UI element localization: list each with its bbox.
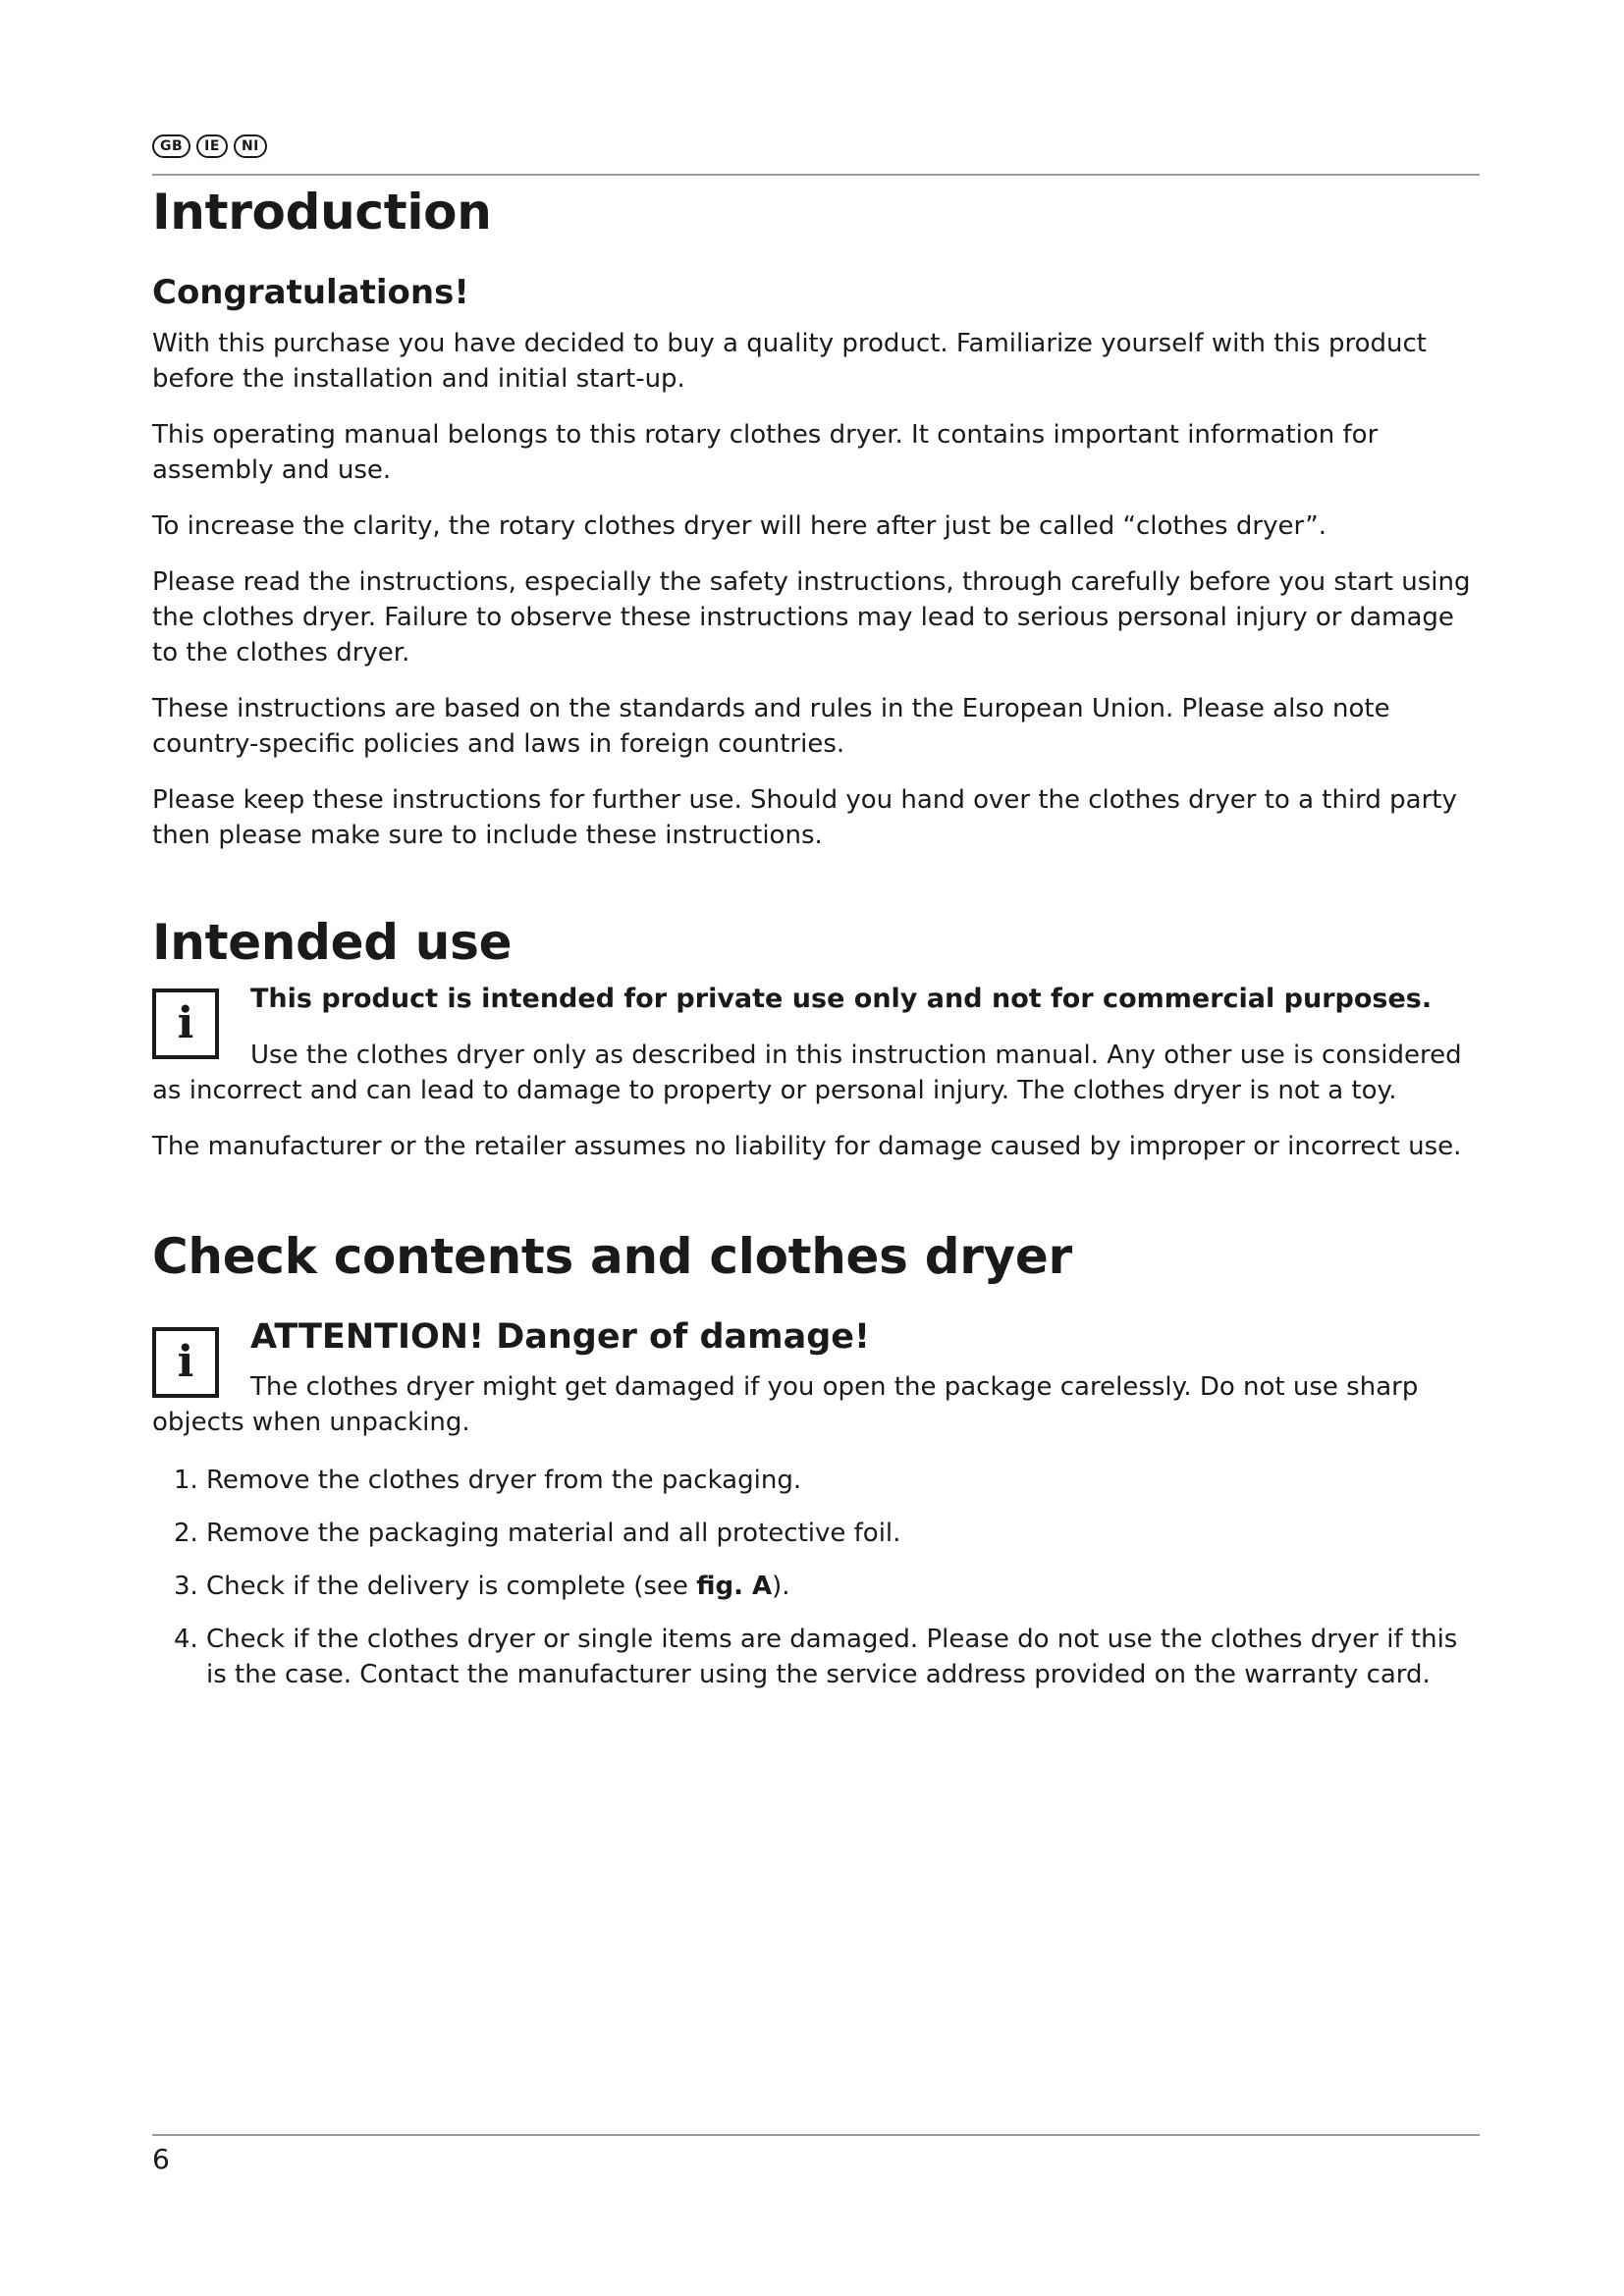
intro-paragraph: This operating manual belongs to this rotary clothes dryer. It contains important information for assembly and use. <box>152 420 1379 485</box>
header-divider <box>152 174 1480 176</box>
intended-use-text: Use the clothes dryer only as described in this instruction manual. Any other use is considered as incorrect and can lead to damage to property or personal injury. The clothes dryer is not a toy. <box>152 1041 1462 1105</box>
list-item <box>152 1516 1480 1551</box>
intro-paragraph: Please keep these instructions for further use. Should you hand over the clothes dryer to a third party then please make sure to include these instructions. <box>152 785 1457 850</box>
figure-reference: fig. A <box>696 1572 773 1601</box>
introduction-heading: Introduction <box>152 184 492 240</box>
info-icon: i <box>152 1327 219 1398</box>
step-text: ). <box>772 1572 790 1601</box>
info-icon: i <box>152 988 219 1059</box>
step-text: Remove the clothes dryer from the packaging. <box>206 1466 802 1495</box>
intro-paragraph: Please read the instructions, especially the safety instructions, through carefully before you start using the clothes dryer. Failure to observe these instructions may lead to serious personal injury or damage to the clothes dryer. <box>152 567 1471 667</box>
list-item <box>152 1622 1480 1692</box>
step-number: 2. <box>174 1519 198 1548</box>
congratulations-subheading: Congratulations! <box>152 273 469 312</box>
step-text: Remove the packaging material and all protective foil. <box>206 1519 901 1548</box>
page-number: 6 <box>152 2143 170 2175</box>
step-number: 1. <box>174 1466 198 1495</box>
language-badge-gb: GB <box>152 134 190 158</box>
step-text: Check if the delivery is complete (see <box>206 1572 697 1601</box>
attention-heading: ATTENTION! Danger of damage! <box>250 1317 871 1357</box>
language-badge-ie: IE <box>196 134 228 158</box>
liability-text: The manufacturer or the retailer assumes no liability for damage caused by improper or incorrect use. <box>152 1132 1462 1161</box>
unpacking-steps <box>152 1463 1480 1710</box>
intro-paragraph: With this purchase you have decided to buy a quality product. Familiarize yourself with this product before the installation and initial start-up. <box>152 329 1427 394</box>
manual-page <box>152 0 1480 2296</box>
footer-divider <box>152 2134 1480 2136</box>
attention-text: The clothes dryer might get damaged if you open the package carelessly. Do not use sharp objects when unpacking. <box>152 1372 1419 1437</box>
intro-paragraph: To increase the clarity, the rotary clothes dryer will here after just be called “clothes dryer”. <box>152 511 1326 541</box>
language-badges <box>152 134 267 158</box>
step-number: 4. <box>174 1625 198 1654</box>
intended-use-notice: This product is intended for private use only and not for commercial purposes. <box>250 984 1433 1014</box>
language-badge-ni: NI <box>234 134 267 158</box>
intro-paragraph: These instructions are based on the standards and rules in the European Union. Please also note country-specific policies and laws in foreign countries. <box>152 694 1390 759</box>
step-number: 3. <box>174 1572 198 1601</box>
list-item <box>152 1463 1480 1498</box>
step-text: Check if the clothes dryer or single items are damaged. Please do not use the clothes dryer if this is the case. Contact the manufacturer using the service address provided on the warranty card. <box>206 1625 1458 1689</box>
intended-use-heading: Intended use <box>152 914 513 971</box>
list-item <box>152 1569 1480 1604</box>
check-contents-heading: Check contents and clothes dryer <box>152 1228 1072 1285</box>
